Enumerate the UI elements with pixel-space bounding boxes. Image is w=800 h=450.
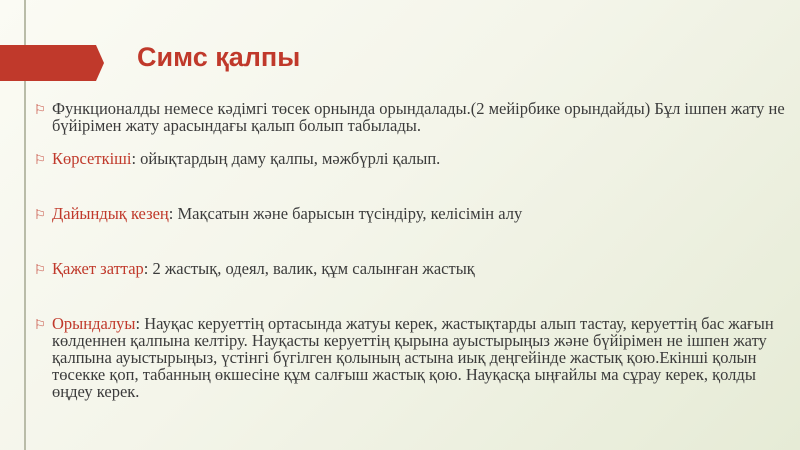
- bullet-list: [34, 100, 786, 400]
- bullet-marker-icon: ⚐: [34, 152, 46, 167]
- bullet-marker-icon: ⚐: [34, 102, 46, 117]
- bullet-item: [34, 205, 786, 222]
- bullet-item: [34, 100, 786, 134]
- bullet-text: : 2 жастық, одеял, валик, құм салынған жастық: [143, 259, 475, 278]
- bullet-marker-icon: ⚐: [34, 262, 46, 277]
- title-accent-band: [0, 45, 104, 81]
- bullet-term: Дайындық кезең: [52, 204, 169, 223]
- bullet-item: [34, 260, 786, 277]
- bullet-term: Орындалуы: [52, 314, 136, 333]
- bullet-item: [34, 150, 786, 167]
- bullet-text: Функционалды немесе кәдімгі төсек орнында орындалады.(2 мейірбике орындайды) Бұл ішпен жату не бүйірімен жату арасындағы қалып болып табылады.: [52, 99, 785, 135]
- bullet-marker-icon: ⚐: [34, 317, 46, 332]
- bullet-text: : ойықтардың даму қалпы, мәжбүрлі қалып.: [131, 149, 441, 168]
- bullet-term: Көрсеткіші: [52, 149, 132, 168]
- bullet-term: Қажет заттар: [52, 259, 144, 278]
- slide-title: Симс қалпы: [137, 42, 301, 72]
- bullet-item: [34, 315, 786, 400]
- bullet-text: : Мақсатын және барысын түсіндіру, келісімін алу: [168, 204, 523, 223]
- bullet-text: : Науқас керуеттің ортасында жатуы керек, жастықтарды алып тастау, керуеттің бас жағын көлденнен қалпына келтіру. Науқасты керуеттің қырына ауыстырыңыз және бүйірімен не ішпен жату қалпына ауыстырыңыз, үстінгі бүгілген қолының астына иық деңгейінде жастық қою.Екінші қолын төсекке қоп, табанның өкшесіне құм салғыш жастық қою. Науқасқа ыңғайлы ма сұрау керек, қолды өңдеу керек.: [52, 314, 774, 401]
- bullet-marker-icon: ⚐: [34, 207, 46, 222]
